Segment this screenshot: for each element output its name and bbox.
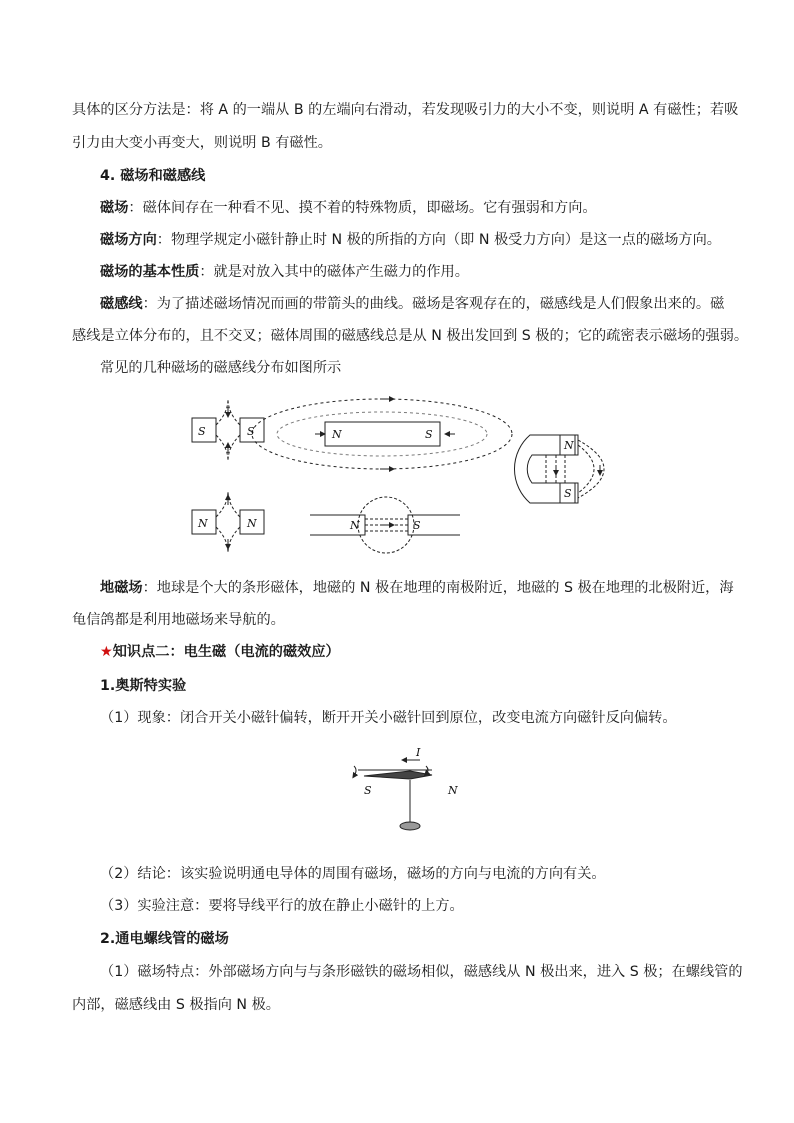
pole-label: S — [198, 425, 206, 438]
section-heading: 1.奥斯特实验 — [100, 678, 187, 694]
current-label: I — [416, 746, 421, 759]
definition-field-lines: 磁感线：为了描述磁场情况而画的带箭头的曲线。磁场是客观存在的，磁感线是人们假象出来的。磁 — [100, 296, 725, 312]
knowledge-point-heading: ★知识点二：电生磁（电流的磁效应） — [100, 644, 340, 660]
oersted-figure — [350, 740, 470, 840]
pole-label: N — [332, 428, 342, 441]
paragraph-line: 感线是立体分布的，且不交叉；磁体周围的磁感线总是从 N 极出发回到 S 极的；它的疏密表示磁场的强弱。 — [72, 328, 749, 344]
pole-label: N — [350, 519, 360, 532]
list-item: （1）磁场特点：外部磁场方向与与条形磁铁的磁场相似，磁感线从 N 极出来，进入 S 极；在螺线管的 — [100, 964, 743, 980]
pole-label: N — [247, 517, 257, 530]
list-item: （3）实验注意：要将导线平行的放在静止小磁针的上方。 — [100, 898, 464, 914]
definition-field-property: 磁场的基本性质：就是对放入其中的磁体产生磁力的作用。 — [100, 264, 469, 280]
section-heading: 2.通电螺线管的磁场 — [100, 931, 229, 947]
paragraph-line: 内部，磁感线由 S 极指向 N 极。 — [72, 997, 280, 1013]
figure-caption: 常见的几种磁场的磁感线分布如图所示 — [100, 360, 342, 376]
pole-label: S — [364, 784, 372, 797]
pole-label: N — [448, 784, 458, 797]
pole-label: N — [564, 439, 574, 452]
section-heading: 4. 磁场和磁感线 — [100, 168, 206, 184]
pole-label: N — [198, 517, 208, 530]
definition-magnetic-field: 磁场：磁体间存在一种看不见、摸不着的特殊物质，即磁场。它有强弱和方向。 — [100, 200, 597, 216]
paragraph-line: 龟信鸽都是利用地磁场来导航的。 — [72, 612, 285, 628]
paragraph-line: 具体的区分方法是：将 A 的一端从 B 的左端向右滑动，若发现吸引力的大小不变，则说明 A 有磁性；若吸 — [72, 102, 739, 118]
list-item: （2）结论：该实验说明通电导体的周围有磁场，磁场的方向与电流的方向有关。 — [100, 866, 606, 882]
paragraph-line: 引力由大变小再变大，则说明 B 有磁性。 — [72, 135, 332, 151]
field-lines-figure — [180, 385, 640, 565]
pole-label: S — [247, 425, 255, 438]
list-item: （1）现象：闭合开关小磁针偏转，断开开关小磁针回到原位，改变电流方向磁针反向偏转。 — [100, 710, 677, 726]
star-icon: ★ — [100, 644, 113, 660]
pole-label: S — [564, 487, 572, 500]
pole-label: S — [425, 428, 433, 441]
pole-label: S — [413, 519, 421, 532]
definition-geomagnetism: 地磁场：地球是个大的条形磁体，地磁的 N 极在地理的南极附近，地磁的 S 极在地理的北极附近，海 — [100, 580, 734, 596]
definition-field-direction: 磁场方向：物理学规定小磁针静止时 N 极的所指的方向（即 N 极受力方向）是这一点的磁场方向。 — [100, 232, 721, 248]
